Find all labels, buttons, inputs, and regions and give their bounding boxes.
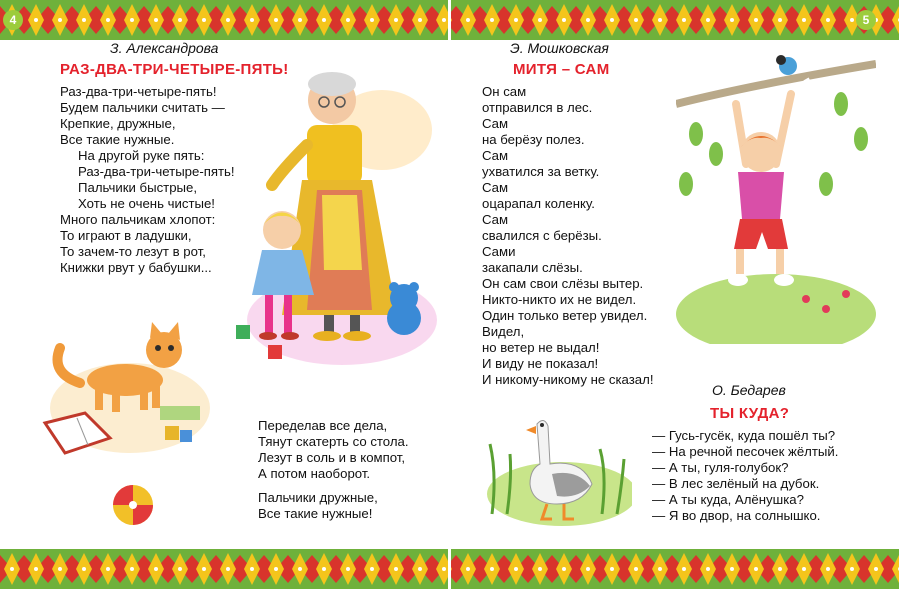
poem-line: То играют в ладушки,: [60, 228, 192, 243]
poem-line: на берёзу полез.: [482, 132, 585, 147]
poem-line: На другой руке пять:: [78, 148, 205, 163]
poem-line: Никто-никто их не видел.: [482, 292, 637, 307]
poem-line: Будем пальчики считать —: [60, 100, 225, 115]
poem-line: Сам: [482, 148, 509, 163]
poem2-title: МИТЯ – САМ: [513, 61, 610, 78]
boy-on-tree-illustration: [676, 44, 876, 344]
page-number-left: 4: [3, 10, 23, 30]
poem-line: отправился в лес.: [482, 100, 593, 115]
poem-line: Сам: [482, 180, 509, 195]
poem-line: Пальчики быстрые,: [78, 180, 198, 195]
goose-illustration: [482, 404, 632, 529]
poem-line: — В лес зелёный на дубок.: [652, 476, 820, 491]
poem-line: Сами: [482, 244, 516, 259]
poem-line: ухватился за ветку.: [482, 164, 600, 179]
poem-line: Сам: [482, 116, 509, 131]
grandmother-child-illustration: [232, 70, 442, 370]
poem-line: То зачем-то лезут в рот,: [60, 244, 206, 259]
poem-line: — На речной песочек жёлтый.: [652, 444, 839, 459]
poem1-stanza-2: [258, 418, 409, 522]
poem-line: Крепкие, дружные,: [60, 116, 176, 131]
poem-line: Видел,: [482, 324, 525, 339]
cat-illustration: [40, 318, 210, 468]
poem3-body: [652, 428, 838, 524]
poem-line: И виду не показал!: [482, 356, 599, 371]
poem-line: — Гусь-гусёк, куда пошёл ты?: [652, 428, 836, 443]
poem2-body: [482, 84, 653, 388]
poem-line: — А ты куда, Алёнушка?: [652, 492, 804, 507]
poem-line: свалился с берёзы.: [482, 228, 602, 243]
poem-line: Один только ветер увидел.: [482, 308, 648, 323]
poem1-title: РАЗ-ДВА-ТРИ-ЧЕТЫРЕ-ПЯТЬ!: [60, 61, 289, 78]
poem3-title: ТЫ КУДА?: [710, 405, 790, 422]
poem1-author: З. Александрова: [110, 40, 219, 56]
poem1-stanza-1: [60, 84, 235, 276]
poem-line: Раз-два-три-четыре-пять!: [78, 164, 235, 179]
ball-illustration: [110, 482, 156, 528]
poem-line: оцарапал коленку.: [482, 196, 595, 211]
poem-line: — А ты, гуля-голубок?: [652, 460, 789, 475]
poem-line: Много пальчикам хлопот:: [60, 212, 216, 227]
poem-line: Пальчики дружные,: [258, 490, 378, 505]
top-border-ornament: [0, 0, 899, 40]
poem3-author: О. Бедарев: [712, 382, 786, 398]
poem-line: Все такие нужные.: [60, 132, 175, 147]
poem-line: А потом наоборот.: [258, 466, 371, 481]
poem-line: но ветер не выдал!: [482, 340, 600, 355]
poem-line: Хоть не очень чистые!: [78, 196, 215, 211]
page-number-right: 5: [856, 10, 876, 30]
poem-line: Все такие нужные!: [258, 506, 373, 521]
poem-line: Переделав все дела,: [258, 418, 388, 433]
poem-line: — Я во двор, на солнышко.: [652, 508, 821, 523]
poem-line: закапали слёзы.: [482, 260, 583, 275]
poem-line: Раз-два-три-четыре-пять!: [60, 84, 217, 99]
poem-line: Сам: [482, 212, 509, 227]
poem-line: Лезут в соль и в компот,: [258, 450, 406, 465]
poem-line: Он сам: [482, 84, 527, 99]
poem2-author: Э. Мошковская: [510, 40, 609, 56]
poem-line: Тянут скатерть со стола.: [258, 434, 409, 449]
bottom-border-ornament: [0, 549, 899, 589]
poem-line: И никому-никому не сказал!: [482, 372, 654, 387]
poem-line: Он сам свои слёзы вытер.: [482, 276, 644, 291]
poem-line: Книжки рвут у бабушки...: [60, 260, 212, 275]
